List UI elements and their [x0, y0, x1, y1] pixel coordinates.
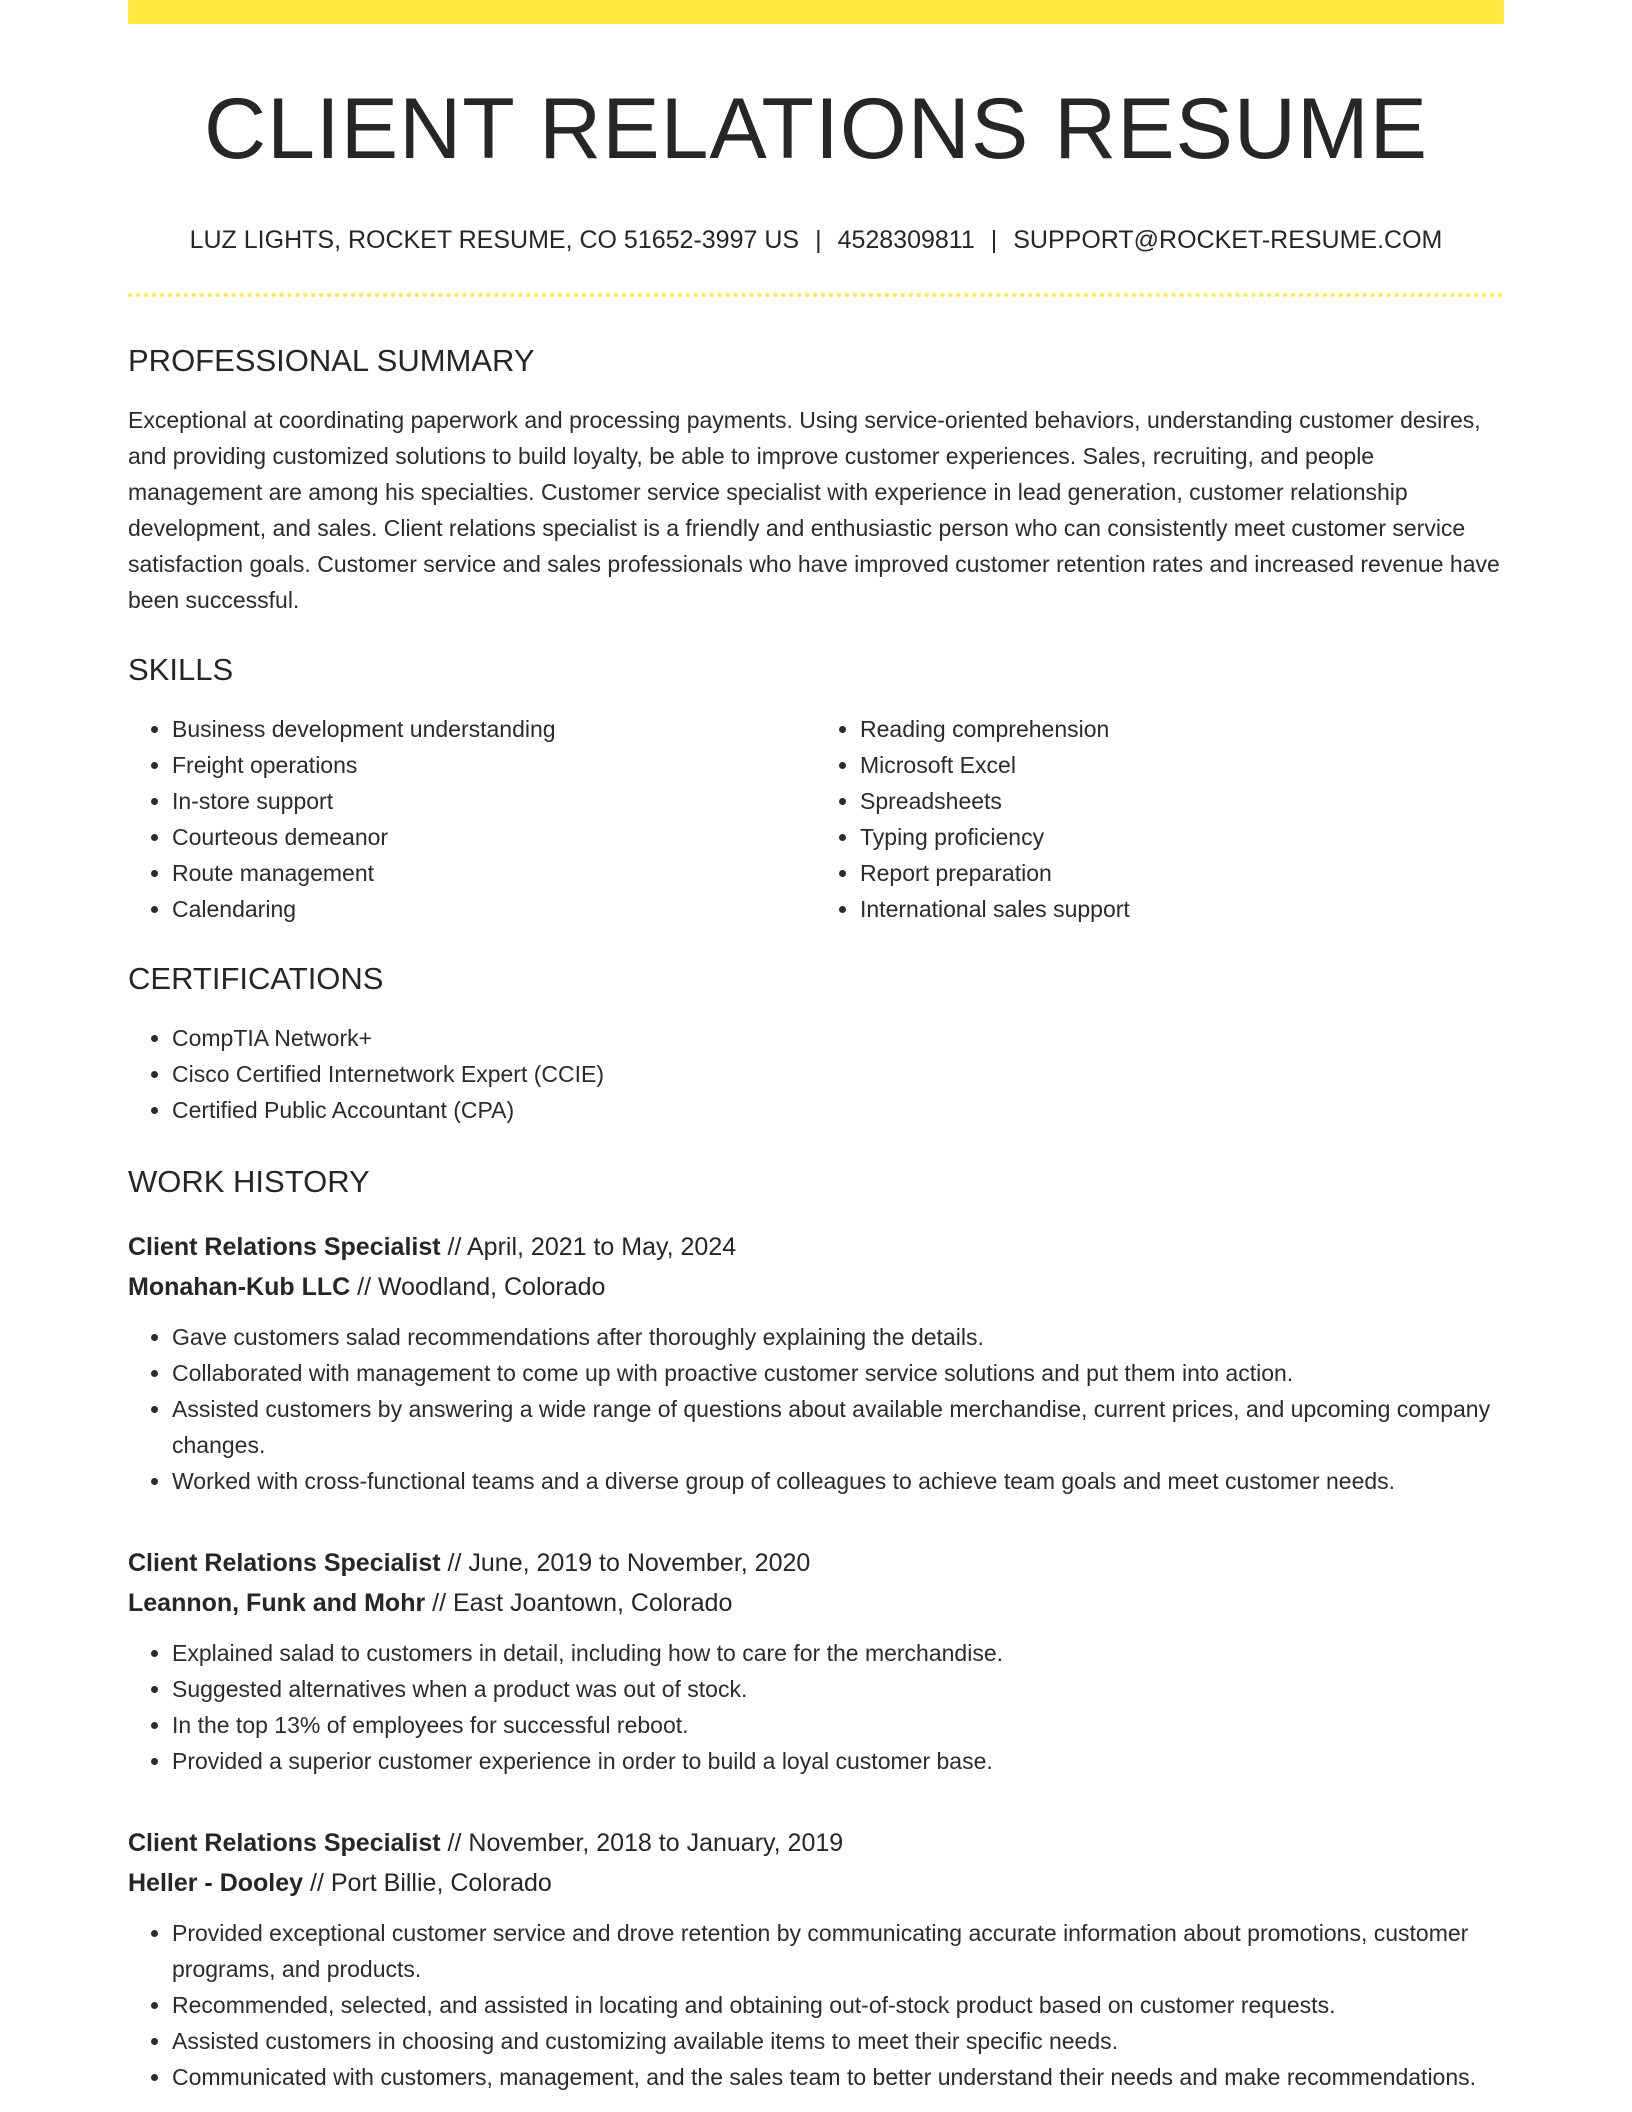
- skill-item: • Freight operations: [172, 747, 816, 783]
- contact-separator: |: [815, 226, 822, 254]
- summary-text: Exceptional at coordinating paperwork and processing payments. Using service-oriented behaviors, understanding customer desires, and providing customized solutions to build loyalty, be able to improve customer experiences. Sales, recruiting, and people management are among his specialties. Customer service specialist with experience in lead generation, customer relationship development, and sales. Client relations specialist is a friendly and enthusiastic person who can consistently meet customer service satisfaction goals. Customer service and sales professionals who have improved customer retention rates and increased revenue have been successful.: [128, 407, 1500, 613]
- skill-item: • Microsoft Excel: [860, 747, 1504, 783]
- skill-item: • Reading comprehension: [860, 711, 1504, 747]
- job-company-line: [128, 1267, 1504, 1307]
- skills-columns: [128, 711, 1504, 927]
- skill-item: • Courteous demeanor: [172, 819, 816, 855]
- summary-section: [128, 345, 1504, 618]
- job-bullet: • Provided a superior customer experience in order to build a loyal customer base.: [172, 1743, 1504, 1779]
- job-dates: // June, 2019 to November, 2020: [447, 1549, 811, 1577]
- job-company-line: [128, 1583, 1504, 1623]
- job-dates: // April, 2021 to May, 2024: [447, 1233, 737, 1261]
- job-bullet: • Communicated with customers, management, and the sales team to better understand their needs and make recommendations.: [172, 2059, 1504, 2095]
- job-company: Monahan-Kub LLC: [128, 1273, 351, 1301]
- job-company: Heller - Dooley: [128, 1869, 304, 1897]
- certifications-list: [128, 1020, 1504, 1128]
- job-title: Client Relations Specialist: [128, 1549, 441, 1577]
- job-location: // Port Billie, Colorado: [310, 1869, 552, 1897]
- job-bullet-list: [128, 1635, 1504, 1779]
- contact-phone: 4528309811: [837, 226, 975, 254]
- accent-top-bar: [128, 0, 1504, 24]
- job-bullet: • Worked with cross-functional teams and a diverse group of colleagues to achieve team goals and meet customer needs.: [172, 1463, 1504, 1499]
- job-title: Client Relations Specialist: [128, 1233, 441, 1261]
- skills-heading: SKILLS: [128, 652, 234, 687]
- certification-item: • CompTIA Network+: [172, 1020, 1504, 1056]
- job-bullet: • Collaborated with management to come up with proactive customer service solutions and put them into action.: [172, 1355, 1504, 1391]
- resume-page: [128, 0, 1504, 2095]
- job-bullet: • Provided exceptional customer service and drove retention by communicating accurate information about promotions, customer programs, and products.: [172, 1915, 1504, 1987]
- job-title-line: [128, 1227, 1504, 1267]
- job-bullet: • In the top 13% of employees for successful reboot.: [172, 1707, 1504, 1743]
- contact-line: [128, 228, 1504, 253]
- skill-item: • Report preparation: [860, 855, 1504, 891]
- skill-item: • Calendaring: [172, 891, 816, 927]
- job-bullet-list: [128, 1319, 1504, 1499]
- job-location: // East Joantown, Colorado: [432, 1589, 733, 1617]
- job-bullet: • Recommended, selected, and assisted in locating and obtaining out-of-stock product based on customer requests.: [172, 1987, 1504, 2023]
- job-bullet: • Assisted customers by answering a wide range of questions about available merchandise, current prices, and upcoming company changes.: [172, 1391, 1504, 1463]
- skill-item: • Business development understanding: [172, 711, 816, 747]
- certifications-heading: CERTIFICATIONS: [128, 961, 384, 996]
- contact-address: LUZ LIGHTS, ROCKET RESUME, CO 51652-3997 US: [189, 226, 800, 254]
- work-history-heading: WORK HISTORY: [128, 1164, 370, 1199]
- job-title: Client Relations Specialist: [128, 1829, 441, 1857]
- skill-item: • Typing proficiency: [860, 819, 1504, 855]
- job-bullet: • Assisted customers in choosing and customizing available items to meet their specific needs.: [172, 2023, 1504, 2059]
- job-location: // Woodland, Colorado: [357, 1273, 606, 1301]
- job-entry: [128, 1227, 1504, 1499]
- skills-section: [128, 654, 1504, 927]
- skills-list-right: [816, 711, 1504, 927]
- certification-item: • Certified Public Accountant (CPA): [172, 1092, 1504, 1128]
- job-dates: // November, 2018 to January, 2019: [447, 1829, 844, 1857]
- job-title-line: [128, 1543, 1504, 1583]
- job-bullet: • Suggested alternatives when a product was out of stock.: [172, 1671, 1504, 1707]
- job-bullet-list: [128, 1915, 1504, 2095]
- job-title-line: [128, 1823, 1504, 1863]
- job-company: Leannon, Funk and Mohr: [128, 1589, 426, 1617]
- skill-item: • Route management: [172, 855, 816, 891]
- summary-heading: PROFESSIONAL SUMMARY: [128, 343, 535, 378]
- job-bullet: • Gave customers salad recommendations after thoroughly explaining the details.: [172, 1319, 1504, 1355]
- skill-item: • International sales support: [860, 891, 1504, 927]
- contact-email: SUPPORT@ROCKET-RESUME.COM: [1013, 226, 1443, 254]
- certifications-section: [128, 963, 1504, 1128]
- work-history-section: [128, 1166, 1504, 2095]
- skills-list-left: [128, 711, 816, 927]
- job-entry: [128, 1823, 1504, 2095]
- job-entry: [128, 1543, 1504, 1779]
- skill-item: • Spreadsheets: [860, 783, 1504, 819]
- job-bullet: • Explained salad to customers in detail, including how to care for the merchandise.: [172, 1635, 1504, 1671]
- resume-title: CLIENT RELATIONS RESUME: [203, 81, 1429, 177]
- contact-separator: |: [990, 226, 998, 254]
- dotted-divider: [128, 293, 1504, 297]
- skill-item: • In-store support: [172, 783, 816, 819]
- certification-item: • Cisco Certified Internetwork Expert (CCIE): [172, 1056, 1504, 1092]
- job-company-line: [128, 1863, 1504, 1903]
